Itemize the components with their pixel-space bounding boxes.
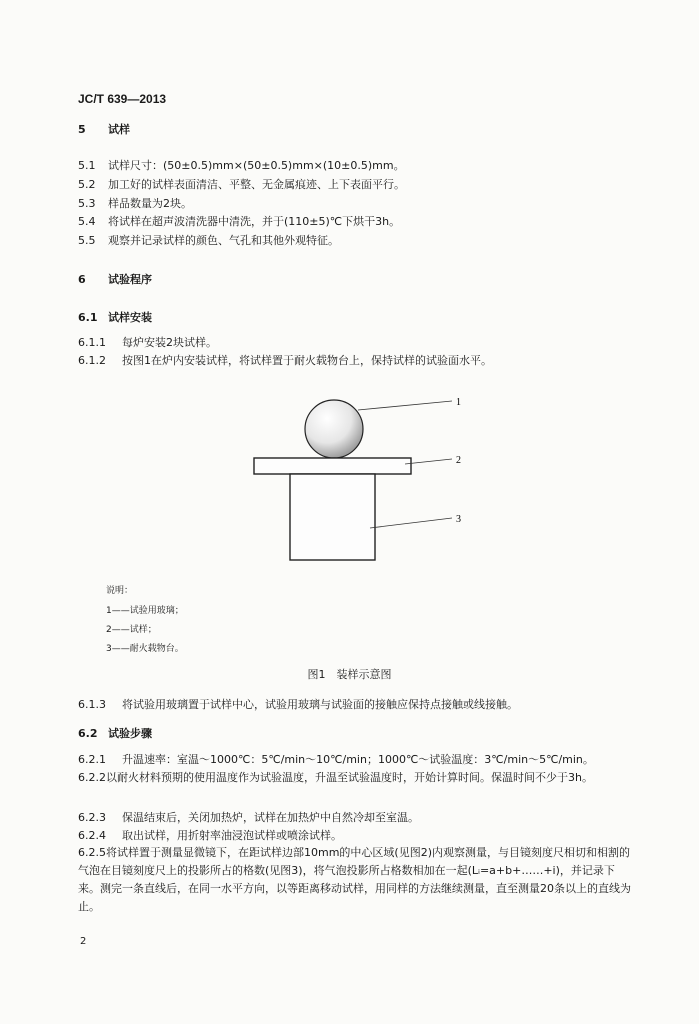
clause-6-2-4 — [78, 828, 342, 843]
clause-6-1-2 — [78, 353, 492, 368]
callout-3: 3 — [456, 514, 461, 525]
clause-text: 将试样在超声波清洗器中清洗，并于(110±5)℃下烘干3h。 — [108, 215, 401, 228]
clause-number: 6.1.2 — [78, 354, 106, 367]
section-title: 试样 — [108, 123, 130, 136]
leader-line-1 — [358, 401, 452, 410]
clause-5-5 — [78, 233, 339, 248]
clause-number: 6.1.1 — [78, 336, 106, 349]
clause-text: 样品数量为2块。 — [108, 197, 192, 210]
clause-text: 以耐火材料预期的使用温度作为试验温度，升温至试验温度时，开始计算时间。保温时间不少于3h。 — [106, 771, 593, 784]
legend-title: 说明： — [106, 586, 134, 596]
clause-text: 将试样置于测量显微镜下，在距试样边部10mm的中心区域(见图2)内观察测量，与目镜刻度尺相切和相割的气泡在目镜刻度尺上的投影所占的格数(见图3)，将气泡投影所占格数相加在一起(Lᵢ=a+b+……+i)，并记录下来。测完一条直线后，在同一水平方向，以等距离移动试样，用同样的方法继续测量，直至测量20条以上的直线为止。 — [78, 846, 631, 913]
clause-text: 按图1在炉内安装试样，将试样置于耐火载物台上，保持试样的试验面水平。 — [122, 354, 492, 367]
clause-text: 升温速率：室温～1000℃：5℃/min～10℃/min；1000℃～试验温度：3℃/min～5℃/min。 — [122, 753, 594, 766]
subsection-6-2-heading — [78, 726, 152, 741]
refractory-stage — [290, 474, 375, 560]
clause-number: 5.5 — [78, 234, 96, 247]
subsection-number: 6.1 — [78, 311, 98, 324]
clause-6-1-1 — [78, 335, 217, 350]
legend-item: 1——试验用玻璃； — [106, 606, 184, 616]
specimen-setup-diagram — [230, 388, 480, 568]
clause-text: 试样尺寸：(50±0.5)mm×(50±0.5)mm×(10±0.5)mm。 — [108, 159, 405, 172]
clause-number: 5.3 — [78, 197, 96, 210]
clause-6-1-3 — [78, 697, 518, 712]
test-glass-sphere — [305, 400, 363, 458]
section-number: 5 — [78, 123, 86, 136]
clause-number: 6.1.3 — [78, 698, 106, 711]
clause-number: 5.4 — [78, 215, 96, 228]
clause-number: 6.2.1 — [78, 753, 106, 766]
clause-6-2-5 — [78, 844, 633, 916]
figure-caption: 图1 装样示意图 — [307, 668, 392, 681]
clause-6-2-1 — [78, 752, 594, 767]
callout-2: 2 — [456, 455, 461, 466]
leader-line-2 — [405, 459, 452, 464]
clause-5-1 — [78, 158, 405, 173]
section-title: 试验程序 — [108, 273, 152, 286]
clause-text: 取出试样，用折射率油浸泡试样或喷涂试样。 — [122, 829, 342, 842]
clause-number: 5.1 — [78, 159, 96, 172]
clause-6-2-3 — [78, 810, 419, 825]
clause-text: 观察并记录试样的颜色、气孔和其他外观特征。 — [108, 234, 339, 247]
subsection-title: 试验步骤 — [108, 727, 152, 740]
clause-number: 5.2 — [78, 178, 96, 191]
page-number: 2 — [80, 936, 87, 947]
clause-5-2 — [78, 177, 405, 192]
clause-number: 6.2.2 — [78, 771, 106, 784]
clause-number: 6.2.5 — [78, 846, 106, 859]
section-5-heading — [78, 122, 130, 137]
standard-code: JC/T 639—2013 — [78, 92, 167, 106]
clause-text: 每炉安装2块试样。 — [122, 336, 217, 349]
legend-item: 3——耐火载物台。 — [106, 644, 184, 654]
specimen-plate — [254, 458, 411, 474]
clause-5-4 — [78, 214, 400, 229]
clause-text: 将试验用玻璃置于试样中心，试验用玻璃与试验面的接触应保持点接触或线接触。 — [122, 698, 518, 711]
section-6-heading — [78, 272, 152, 287]
clause-5-3 — [78, 196, 192, 211]
legend-item: 2——试样； — [106, 625, 157, 635]
clause-text: 保温结束后，关闭加热炉，试样在加热炉中自然冷却至室温。 — [122, 811, 419, 824]
section-number: 6 — [78, 273, 86, 286]
subsection-title: 试样安装 — [108, 311, 152, 324]
clause-6-2-2 — [78, 769, 633, 787]
clause-text: 加工好的试样表面清洁、平整、无金属痕迹、上下表面平行。 — [108, 178, 405, 191]
callout-1: 1 — [456, 397, 461, 408]
clause-number: 6.2.3 — [78, 811, 106, 824]
subsection-6-1-heading — [78, 310, 152, 325]
subsection-number: 6.2 — [78, 727, 98, 740]
leader-line-3 — [370, 518, 452, 528]
clause-number: 6.2.4 — [78, 829, 106, 842]
